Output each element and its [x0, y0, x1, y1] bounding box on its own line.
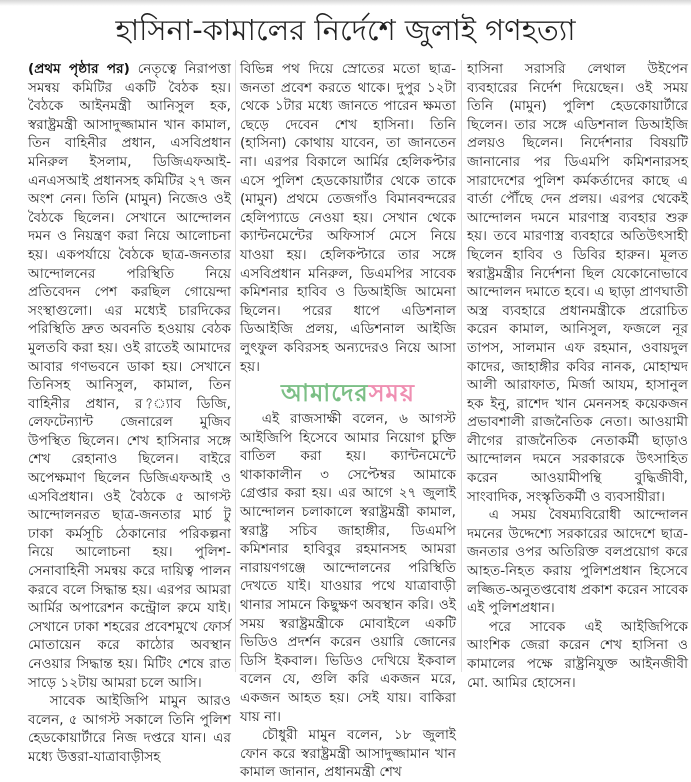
paragraph: পরে সাবেক এই আইজিপিকে আংশিক জেরা করেন শেখ হাসিনা ও কামালের পক্ষে রাষ্ট্রনিযুক্ত আইনজীবী মো. আমির হোসেন।	[467, 618, 688, 691]
watermark-text: সময়	[368, 379, 416, 408]
watermark-text: আমাদের	[280, 379, 369, 408]
article-column-3	[467, 60, 688, 692]
column-divider	[461, 60, 462, 672]
article-column-2	[240, 60, 456, 782]
paragraph-text: নেতৃত্বে নিরাপত্তা সমন্বয় কমিটির একটি বৈঠক হয়। বৈঠকে আইনমন্ত্রী আনিসুল হক, স্বরাষ্ট্রমন্ত্রী আসাদুজ্জামান খান কামাল, তিন বাহিনীর প্রধান, এসবিপ্রধান মনিরুল ইসলাম, ডিজিএফআই-এনএসআই প্রধানসহ কমিটির ২৭ জন অংশ নেন। তিনি (মামুন) নিজেও ওই বৈঠকে ছিলেন। সেখানে আন্দোলন দমন ও নিয়ন্ত্রণ করা নিয়ে আলোচনা হয়। একপর্যায়ে বৈঠকে ছাত্র-জনতার আন্দোলনের পরিস্থিতি নিয়ে প্রতিবেদন পেশ করছিল গোয়েন্দা সংস্থাগুলো। এর মধ্যেই চারদিকের পরিস্থিতি দ্রুত অবনতি হওয়ায় বেঠক মুলতবি করা হয়। ওই রাতেই আমাদের আবার গণভবনে ডাকা হয়। সেখানে তিনিসহ আনিসুল, কামাল, তিন বাহিনীর প্রধান, র?্যাব ডিজি, লেফটেন্যান্ট জেনারেল মুজিব উপস্থিত ছিলেন। শেখ হাসিনার সঙ্গে শেখ রেহানাও ছিলেন। বাইরে অপেক্ষমাণ ছিলেন ডিজিএফআই ও এসবিপ্রধান। ওই বৈঠকে ৫ আগস্ট আন্দোলনরত ছাত্র-জনতার মার্চ টু ঢাকা কর্মসূচি ঠেকানোর পরিকল্পনা নিয়ে আলোচনা হয়। পুলিশ-সেনাবাহিনী সমন্বয় করে দায়িত্ব পালন করবে বলে সিদ্ধান্ত হয়। এরপর আমরা আর্মির অপারেশন কন্ট্রোল রুমে যাই। সেখানে ঢাকা শহরের প্রবেশমুখে ফোর্স মোতায়েন করে কাঠোর অবস্থান নেওয়ার সিদ্ধান্ত হয়। মিটিং শেষে রাত সাড়ে ১২টায় আমরা চলে আসি।	[28, 61, 231, 691]
paragraph: বিভিন্ন পথ দিয়ে স্রোতের মতো ছাত্র-জনতা প্রবেশ করতে থাকে। দুপুর ১২টা থেকে ১টার মধ্যে জানতে পারেন ক্ষমতা ছেড়ে দেবেন শেখ হাসিনা। তিনি (হাসিনা) কোথায় যাবেন, তা জানতেন না। এরপর বিকালে আর্মির হেলিকপ্টার এসে পুলিশ হেডকোয়ার্টার থেকে তাকে (মামুন) প্রথমে তেজগাঁও বিমানবন্দরের হেলিপ্যাডে নেওয়া হয়। সেখান থেকে ক্যান্টনমেন্টের অফিসার্স মেসে নিয়ে যাওয়া হয়। হেলিকপ্টারে তার সঙ্গে এসবিপ্রধান মনিরুল, ডিএমপির সাবেক কমিশনার হাবিব ও ডিআইজি আমেনা ছিলেন। পরের ধাপে এডিশনাল ডিআইজি প্রলয়, এডিশনাল আইজি লুৎফুল কবিরসহ অন্যদেরও নিয়ে আসা হয়।	[240, 61, 456, 375]
watermark-logo	[240, 378, 456, 408]
article-column-1	[28, 60, 231, 767]
paragraph: এ সময় বৈষম্যবিরোধী আন্দোলন দমনের উদ্দেশ্যে সরকারের আদেশে ছাত্র-জনতার ওপর অতিরিক্ত বলপ্রয়োগ করে আহত-নিহত করায় পুলিশপ্রধান হিসেবে লজ্জিত-অনুতপ্তবোধ প্রকাশ করেন সাবেক এই পুলিশপ্রধান।	[467, 507, 688, 617]
cropped-previous-text	[0, 0, 691, 6]
continued-from-label: (প্রথম পৃষ্ঠার পর)	[28, 61, 130, 77]
headline: হাসিনা-কামালের নির্দেশে জুলাই গণহত্যা	[115, 13, 576, 47]
paragraph: চৌধুরী মামুন বলেন, ১৮ জুলাই ফোন করে স্বরাষ্ট্রমন্ত্রী আসাদুজ্জামান খান কামাল জানান, প্রধানমন্ত্রী শেখ	[240, 727, 456, 781]
paragraph	[28, 60, 231, 692]
paragraph: সাবেক আইজিপি মামুন আরও বলেন, ৫ আগস্ট সকালে তিনি পুলিশ হেডকোয়ার্টারে নিজ দপ্তরে যান। এর মধ্যে উত্তরা-যাত্রাবাড়ীসহ	[28, 693, 231, 765]
paragraph: এই রাজসাক্ষী বলেন, ৬ আগস্ট আইজিপি হিসেবে আমার নিয়োগ চুক্তি বাতিল করা হয়। ক্যান্টনমেন্টে থাকাকালীন ৩ সেপ্টেম্বর আমাকে গ্রেপ্তার করা হয়। এর আগে ২৭ জুলাই আন্দোলন চলাকালে স্বরাষ্ট্রমন্ত্রী কামাল, স্বরাষ্ট্র সচিব জাহাঙ্গীর, ডিএমপি কমিশনার হাবিবুর রহমানসহ আমরা নারায়ণগঞ্জে আন্দোলনের পরিস্থিতি দেখতে যাই। যাওয়ার পথে যাত্রাবাড়ী থানার সামনে কিছুক্ষণ অবস্থান করি। ওই সময় স্বরাষ্ট্রমন্ত্রীকে মোবাইলে একটি ভিডিও প্রদর্শন করেন ওয়ারি জোনের ডিসি ইকবাল। ভিডিও দেখিয়ে ইকবাল বলেন যে, গুলি করি একজন মরে, একজন আহত হয়। সেই যায়। বাকিরা যায় না।	[240, 411, 456, 725]
paragraph: হাসিনা সরাসরি লেথাল উইপেন ব্যবহারের নির্দেশ দিয়েছেন। ওই সময় তিনি (মামুন) পুলিশ হেডকোয়ার্টারে ছিলেন। তার সঙ্গে এডিশনাল ডিআইজি প্রলয়ও ছিলেন। নির্দেশনার বিষয়টি জানানোর পর ডিএমপি কমিশনারসহ সারাদেশের পুলিশ কর্মকর্তাদের কাছে এ বার্তা পৌঁছে দেন প্রলয়। এরপর থেকেই আন্দোলন দমনে মারণাস্ত্র ব্যবহার শুরু হয়। তবে মারণাস্ত্র ব্যবহারে অতিউৎসাহী ছিলেন হাবিব ও ডিবির হারুন। মূলত স্বরাষ্ট্রমন্ত্রীর নির্দেশনা ছিল যেকোনোভাবে আন্দোলন দমাতে হবে। এ ছাড়া প্রাণঘাতী অস্ত্র ব্যবহারে প্রধানমন্ত্রীকে প্ররোচিত করেন কামাল, আনিসুল, ফজলে নূর তাপস, সালমান এফ রহমান, ওবায়দুল কাদের, জাহাঙ্গীর কবির নানক, মোহাম্মদ আলী আরাফাত, মির্জা আযম, হাসানুল হক ইনু, রাশেদ খান মেননসহ কয়েকজন প্রভাবশালী রাজনৈতিক নেতা। আওয়ামী লীগের রাজনৈতিক নেতাকর্মী ছাড়াও আন্দোলন দমনে সরকারকে উৎসাহিত করেন আওয়ামীপন্থি বুদ্ধিজীবী, সাংবাদিক, সংস্কৃতিকর্মী ও ব্যবসায়ীরা।	[467, 61, 688, 505]
column-divider	[235, 60, 236, 672]
